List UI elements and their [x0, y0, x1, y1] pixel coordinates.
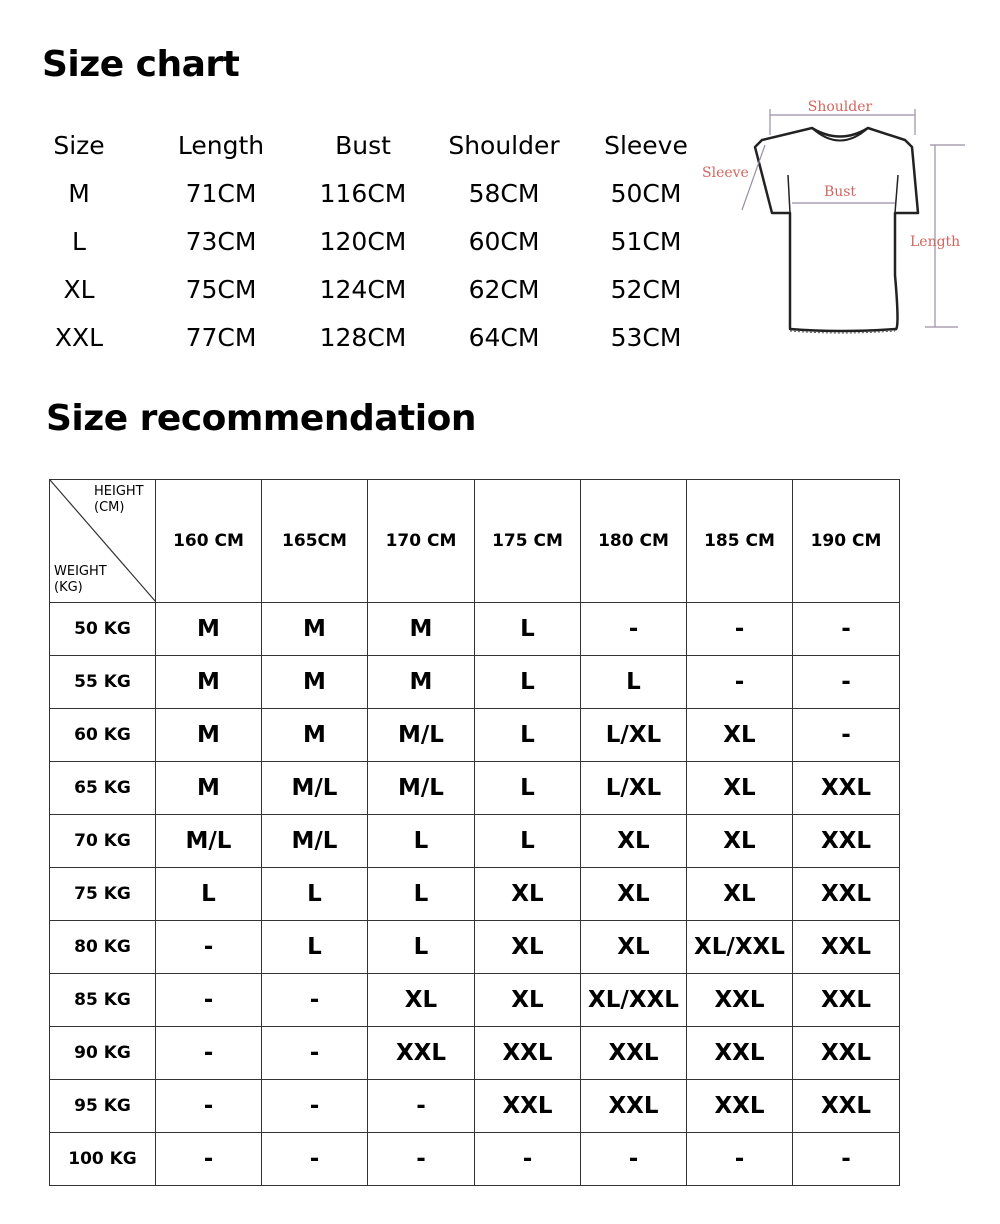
height-column-header: 165CM	[262, 480, 368, 603]
size-cell: L	[262, 868, 368, 921]
size-cell: -	[581, 603, 687, 656]
size-recommendation-title: Size recommendation	[46, 398, 476, 439]
size-chart-cell: 116CM	[319, 179, 407, 208]
size-cell: -	[793, 709, 900, 762]
weight-row-header: 55 KG	[50, 656, 156, 709]
size-cell: XXL	[793, 868, 900, 921]
tshirt-collar	[812, 128, 868, 141]
height-column-header: 160 CM	[156, 480, 262, 603]
size-cell: XL	[475, 921, 581, 974]
size-cell: XL	[581, 921, 687, 974]
weight-row-header: 50 KG	[50, 603, 156, 656]
size-cell: -	[687, 1133, 793, 1186]
size-cell: L	[368, 815, 475, 868]
table-row	[50, 603, 900, 656]
table-row	[50, 656, 900, 709]
height-column-header: 190 CM	[793, 480, 900, 603]
size-chart-cell: M	[68, 179, 90, 208]
size-chart-header-cell: Shoulder	[448, 131, 560, 160]
size-cell: XL	[687, 815, 793, 868]
size-cell: M	[368, 656, 475, 709]
size-cell: L	[475, 815, 581, 868]
size-cell: M	[156, 656, 262, 709]
weight-axis-label: WEIGHT (KG)	[54, 564, 107, 595]
weight-row-header: 70 KG	[50, 815, 156, 868]
weight-row-header: 80 KG	[50, 921, 156, 974]
size-cell: -	[156, 1080, 262, 1133]
size-cell: M/L	[156, 815, 262, 868]
size-cell: XL	[581, 815, 687, 868]
sleeve-label: Sleeve	[702, 165, 749, 181]
weight-row-header: 75 KG	[50, 868, 156, 921]
size-cell: M/L	[368, 762, 475, 815]
size-chart-cell: 75CM	[185, 275, 257, 304]
table-row	[50, 709, 900, 762]
size-cell: -	[368, 1133, 475, 1186]
weight-row-header: 95 KG	[50, 1080, 156, 1133]
height-column-header: 175 CM	[475, 480, 581, 603]
size-cell: -	[156, 921, 262, 974]
height-column-header: 170 CM	[368, 480, 475, 603]
size-cell: XL	[475, 868, 581, 921]
size-cell: XXL	[793, 974, 900, 1027]
size-chart-cell: 77CM	[185, 323, 257, 352]
size-chart-cell: 62CM	[468, 275, 540, 304]
weight-row-header: 90 KG	[50, 1027, 156, 1080]
size-cell: -	[793, 656, 900, 709]
bust-label: Bust	[823, 184, 857, 200]
size-cell: XL	[581, 868, 687, 921]
size-cell: XXL	[793, 921, 900, 974]
table-row	[50, 921, 900, 974]
shoulder-label: Shoulder	[807, 99, 873, 115]
size-cell: XXL	[368, 1027, 475, 1080]
size-chart-cell: 73CM	[185, 227, 257, 256]
table-row	[50, 1080, 900, 1133]
size-cell: -	[262, 1133, 368, 1186]
size-cell: L	[475, 656, 581, 709]
size-cell: XL/XXL	[687, 921, 793, 974]
table-header-row	[50, 480, 900, 603]
size-cell: -	[156, 1133, 262, 1186]
size-cell: -	[687, 656, 793, 709]
table-row	[50, 868, 900, 921]
weight-row-header: 85 KG	[50, 974, 156, 1027]
size-chart-cell: 60CM	[468, 227, 540, 256]
size-recommendation-table	[49, 479, 900, 1186]
size-cell: M/L	[262, 762, 368, 815]
size-chart-cell: 64CM	[468, 323, 540, 352]
size-cell: M/L	[368, 709, 475, 762]
size-chart-header-cell: Size	[53, 131, 105, 160]
size-cell: XL	[687, 762, 793, 815]
size-cell: M	[262, 603, 368, 656]
size-cell: XL	[475, 974, 581, 1027]
size-chart-cell: L	[72, 227, 86, 256]
size-cell: -	[262, 1027, 368, 1080]
size-chart-title: Size chart	[42, 44, 240, 85]
size-cell: XXL	[793, 1027, 900, 1080]
size-cell: -	[475, 1133, 581, 1186]
size-cell: XXL	[581, 1027, 687, 1080]
size-chart-cell: 124CM	[319, 275, 407, 304]
size-cell: L	[581, 656, 687, 709]
table-corner-cell	[50, 480, 156, 603]
tshirt-measurement-diagram	[700, 95, 1000, 345]
size-cell: -	[793, 1133, 900, 1186]
size-cell: -	[793, 603, 900, 656]
size-cell: XXL	[475, 1080, 581, 1133]
size-cell: M/L	[262, 815, 368, 868]
table-row	[50, 762, 900, 815]
height-axis-label: HEIGHT (CM)	[94, 484, 144, 515]
table-row	[50, 815, 900, 868]
size-cell: -	[368, 1080, 475, 1133]
size-cell: M	[156, 603, 262, 656]
size-chart-header-cell: Sleeve	[604, 131, 688, 160]
weight-row-header: 100 KG	[50, 1133, 156, 1186]
size-cell: M	[262, 656, 368, 709]
size-cell: -	[156, 974, 262, 1027]
size-chart-cell: 53CM	[610, 323, 682, 352]
height-column-header: 180 CM	[581, 480, 687, 603]
size-cell: XXL	[793, 762, 900, 815]
size-cell: XXL	[687, 1080, 793, 1133]
size-chart-cell: 58CM	[468, 179, 540, 208]
height-column-header: 185 CM	[687, 480, 793, 603]
size-cell: M	[368, 603, 475, 656]
size-cell: XL	[687, 709, 793, 762]
size-cell: XXL	[475, 1027, 581, 1080]
length-label: Length	[910, 234, 961, 250]
size-cell: -	[156, 1027, 262, 1080]
table-row	[50, 1133, 900, 1186]
size-cell: XL	[687, 868, 793, 921]
size-chart-cell: 52CM	[610, 275, 682, 304]
size-chart-header-cell: Bust	[335, 131, 391, 160]
size-cell: -	[262, 1080, 368, 1133]
size-cell: L	[475, 762, 581, 815]
size-chart-cell: XXL	[54, 323, 104, 352]
size-chart-cell: XL	[63, 275, 95, 304]
size-cell: XXL	[687, 974, 793, 1027]
tshirt-outline	[755, 128, 918, 331]
size-cell: -	[687, 603, 793, 656]
size-cell: L	[475, 603, 581, 656]
size-cell: -	[581, 1133, 687, 1186]
size-chart-cell: 50CM	[610, 179, 682, 208]
size-cell: M	[156, 762, 262, 815]
size-chart-cell: 71CM	[185, 179, 257, 208]
size-cell: L	[262, 921, 368, 974]
size-cell: M	[262, 709, 368, 762]
weight-row-header: 60 KG	[50, 709, 156, 762]
size-cell: L	[368, 868, 475, 921]
size-cell: XXL	[793, 1080, 900, 1133]
size-cell: -	[262, 974, 368, 1027]
size-cell: M	[156, 709, 262, 762]
size-cell: XXL	[581, 1080, 687, 1133]
size-chart-cell: 120CM	[319, 227, 407, 256]
size-cell: XXL	[687, 1027, 793, 1080]
size-cell: L	[368, 921, 475, 974]
size-cell: L	[475, 709, 581, 762]
size-chart-cell: 51CM	[610, 227, 682, 256]
size-chart-cell: 128CM	[319, 323, 407, 352]
size-cell: XL	[368, 974, 475, 1027]
size-cell: L	[156, 868, 262, 921]
size-chart-header-cell: Length	[177, 131, 265, 160]
size-cell: L/XL	[581, 762, 687, 815]
size-cell: L/XL	[581, 709, 687, 762]
table-row	[50, 1027, 900, 1080]
weight-row-header: 65 KG	[50, 762, 156, 815]
table-row	[50, 974, 900, 1027]
size-cell: XXL	[793, 815, 900, 868]
size-cell: XL/XXL	[581, 974, 687, 1027]
